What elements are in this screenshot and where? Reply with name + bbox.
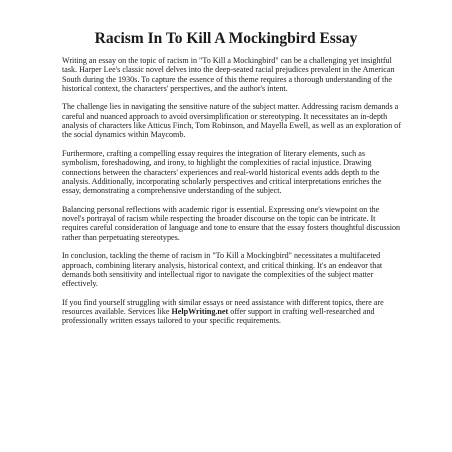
essay-paragraph-4: Balancing personal reflections with academic rigor is essential. Expressing one's viewpoint on the novel's portrayal of racism while respecting the broader discourse on the topic can be intricate. It requires careful consideration of language and tone to ensure that the essay fosters thoughtful discussion rather than perpetuating stereotypes. — [62, 204, 401, 242]
closing-text-after: offer support in crafting well-researched and professionally written essays tailored to your specific requirements. — [62, 307, 375, 326]
helpwriting-brand-name: HelpWriting.net — [171, 307, 229, 317]
essay-paragraph-1: Writing an essay on the topic of racism in "To Kill a Mockingbird" can be a challenging yet insightful task. Harper Lee's classic novel delves into the deep-seated racial prejudices prevalent in the American South during the 1930s. To capture the essence of this theme requires a thorough understanding of the historical context, the characters' perspectives, and the author's intent. — [62, 56, 395, 93]
essay-paragraph-closing — [62, 298, 402, 326]
essay-paragraph-2: The challenge lies in navigating the sensitive nature of the subject matter. Addressing racism demands a careful and nuanced approach to avoid oversimplification or stereotyping. It necessitates an in-depth analysis of characters like Atticus Finch, Tom Robinson, and Mayella Ewell, as well as an exploration of the social dynamics within Maycomb. — [62, 102, 401, 140]
closing-text-before: If you find yourself struggling with similar essays or need assistance with different topics, there are resources available. Services like — [62, 297, 384, 317]
essay-title: Racism In To Kill A Mockingbird Essay — [94, 30, 358, 47]
essay-body — [62, 56, 402, 326]
essay-paragraph-3: Furthermore, crafting a compelling essay requires the integration of literary elements, such as symbolism, foreshadowing, and irony, to highlight the complexities of racial injustice. Drawing connections between the characters' experiences and real-world historical events adds depth to the analysis. Additionally, incorporating scholarly perspectives and critical interpretations enriches the essay, demonstrating a comprehensive understanding of the subject. — [62, 148, 382, 196]
essay-paragraph-5: In conclusion, tackling the theme of racism in "To Kill a Mockingbird" necessitates a multifaceted approach, combining literary analysis, historical context, and critical thinking. It's an endeavor that demands both sensitivity and intellectual rigor to navigate the complexities of the subject matter effectively. — [62, 251, 383, 289]
